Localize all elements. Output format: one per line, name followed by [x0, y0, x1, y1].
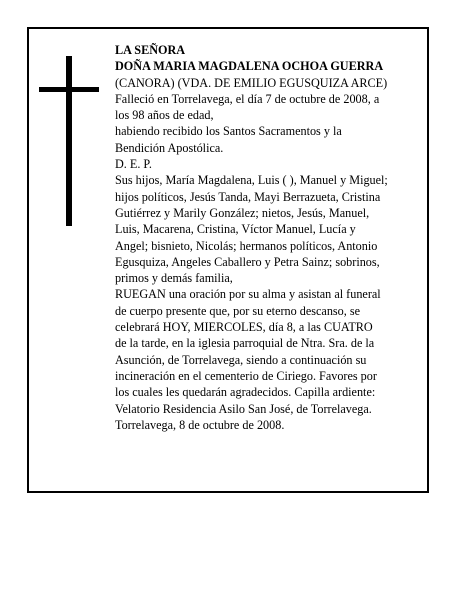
dep-line: D. E. P.: [115, 157, 152, 172]
notice-title: LA SEÑORA: [115, 43, 186, 57]
family-line-7: primos y demás familia,: [115, 271, 233, 286]
family-line-6: Egusquiza, Angeles Caballero y Petra Sainz; sobrinos,: [115, 254, 380, 269]
obituary-notice: [27, 27, 429, 493]
deceased-name: DOÑA MARIA MAGDALENA OCHOA GUERRA: [115, 59, 384, 74]
family-line-1: Sus hijos, María Magdalena, Luis ( ), Manuel y Miguel;: [115, 173, 388, 188]
sacraments-line-1: habiendo recibido los Santos Sacramentos y la: [115, 124, 342, 139]
sacraments-line-2: Bendición Apostólica.: [115, 140, 224, 155]
request-line-3: celebrará HOY, MIERCOLES, día 8, a las CUATRO: [115, 320, 373, 335]
request-line-7: los cuales les quedarán agradecidos. Capilla ardiente:: [115, 385, 376, 400]
request-line-8: Velatorio Residencia Asilo San José, de Torrelavega.: [115, 401, 372, 416]
cross-vertical-bar: [66, 56, 72, 226]
place-date: Torrelavega, 8 de octubre de 2008.: [115, 417, 285, 432]
request-line-5: Asunción, de Torrelavega, siendo a continuación su: [115, 352, 367, 367]
deceased-alias: (CANORA) (VDA. DE EMILIO EGUSQUIZA ARCE): [115, 75, 388, 90]
death-line-2: los 98 años de edad,: [115, 108, 214, 123]
family-line-2: hijos políticos, Jesús Tanda, Mayi Berrazueta, Cristina: [115, 189, 381, 204]
cross-horizontal-bar: [39, 87, 99, 92]
family-line-3: Gutiérrez y Marily González; nietos, Jesús, Manuel,: [115, 205, 370, 220]
family-line-5: Angel; bisnieto, Nicolás; hermanos políticos, Antonio: [115, 238, 378, 253]
request-line-1: RUEGAN una oración por su alma y asistan al funeral: [115, 287, 381, 302]
family-line-4: Luis, Macarena, Cristina, Víctor Manuel, Lucía y: [115, 222, 356, 237]
cross-icon: [29, 29, 109, 229]
request-line-2: de cuerpo presente que, por su eterno descanso, se: [115, 303, 361, 318]
request-line-6: incineración en el cementerio de Ciriego. Favores por: [115, 368, 377, 383]
request-line-4: de la tarde, en la iglesia parroquial de Ntra. Sra. de la: [115, 336, 375, 351]
death-line-1: Falleció en Torrelavega, el día 7 de octubre de 2008, a: [115, 91, 380, 106]
notice-text-block: [115, 42, 423, 433]
